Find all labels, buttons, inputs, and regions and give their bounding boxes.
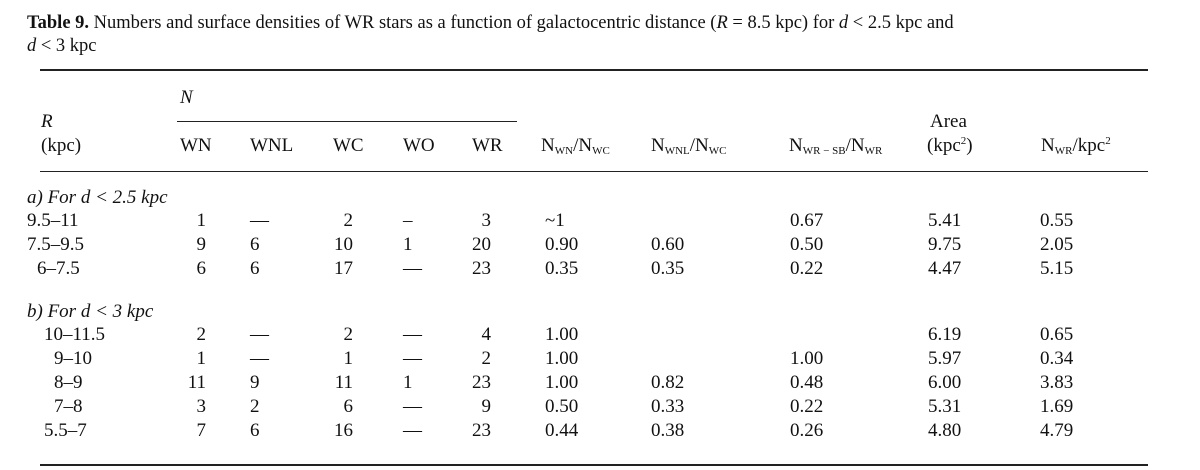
table-row-R: 7.5–9.5 [27,234,84,255]
table-label: Table 9. [27,13,90,33]
section-label: a) For d < 2.5 kpc [27,187,168,208]
table-cell-WN: 9 [196,234,206,255]
table-cell-r2: 0.60 [651,234,685,255]
table-cell-dens: 3.83 [1040,372,1074,393]
table-cell-r3: 0.22 [790,258,824,279]
table-cell-area: 4.80 [928,420,962,441]
table-cell-r3: 0.48 [790,372,824,393]
caption-text-b: = 8.5 kpc) for [727,13,839,33]
table-cell-r2: 0.33 [651,396,685,417]
header-area-unit: (kpc$^2$) [927,135,973,156]
header-col-WN: WN [180,135,212,156]
table-cell-WN: 6 [196,258,206,279]
table-row-R: 9.5–11 [27,210,79,231]
header-ratio-wrsb-wr: NWR − SB/NWR [789,135,883,157]
section-label: b) For d < 3 kpc [27,301,154,322]
header-N: N [180,87,193,108]
table-cell-WO: — [403,396,422,417]
table-cell-area: 5.97 [928,348,962,369]
table-cell-WNL: 6 [250,258,260,279]
caption-d-symbol-1: d [838,13,849,33]
table-cell-WNL: 6 [250,420,260,441]
table-cell-WN: 2 [196,324,206,345]
table-cell-WNL: — [250,348,269,369]
table-cell-r2: 0.82 [651,372,685,393]
table-cell-area: 5.41 [928,210,962,231]
table-cell-WO: — [403,348,422,369]
caption-d-symbol-2: d [27,36,37,56]
table-cell-r3: 1.00 [790,348,824,369]
table-cell-r1: ~1 [545,210,565,231]
header-rule [40,171,1148,172]
caption-R-symbol: R [716,13,728,33]
header-R-unit: (kpc) [41,135,82,156]
table-row-R: 9–10 [54,348,92,369]
table-cell-dens: 1.69 [1040,396,1074,417]
table-cell-r1: 1.00 [545,348,579,369]
table-cell-dens: 2.05 [1040,234,1074,255]
table-cell-WR: 4 [481,324,491,345]
table-row-R: 8–9 [54,372,83,393]
header-col-WR: WR [472,135,503,156]
table-caption [27,12,1177,58]
table-cell-WC: 2 [343,210,353,231]
table-cell-dens: 0.65 [1040,324,1074,345]
table-cell-WR: 3 [481,210,491,231]
table-cell-area: 4.47 [928,258,962,279]
table-cell-WNL: — [250,324,269,345]
header-area-label: Area [930,111,967,132]
table-row-R: 5.5–7 [44,420,87,441]
table-cell-area: 5.31 [928,396,962,417]
table-cell-r2: 0.38 [651,420,685,441]
table-cell-WO: 1 [403,234,413,255]
table-cell-WR: 23 [472,258,491,279]
header-ratio-wnl-wc: NWNL/NWC [651,135,727,157]
table-cell-WR: 9 [481,396,491,417]
table-cell-dens: 4.79 [1040,420,1074,441]
header-density: NWR/kpc$^2$ [1041,135,1111,157]
header-ratio-wn-wc: NWN/NWC [541,135,610,157]
table-row-R: 6–7.5 [37,258,80,279]
table-cell-WN: 7 [196,420,206,441]
caption-text-c: < 2.5 kpc and [848,13,954,33]
table-cell-WO: 1 [403,372,413,393]
table-cell-WC: 2 [343,324,353,345]
caption-text-d: < 3 kpc [36,36,97,56]
table-cell-WNL: — [250,210,269,231]
table-row-R: 10–11.5 [44,324,106,345]
table-row-R: 7–8 [54,396,83,417]
table-cell-WN: 1 [196,348,206,369]
table-cell-WR: 2 [481,348,491,369]
table-cell-WC: 10 [334,234,353,255]
table-cell-area: 9.75 [928,234,962,255]
table-cell-WC: 6 [343,396,353,417]
table-cell-WNL: 2 [250,396,260,417]
table-cell-WNL: 6 [250,234,260,255]
table-cell-WO: — [403,324,422,345]
header-R: R [41,111,53,132]
table-cell-WO: – [403,210,413,231]
table-cell-dens: 0.34 [1040,348,1074,369]
table-cell-WR: 23 [472,372,491,393]
caption-text-a: Numbers and surface densities of WR stars as a function of galactocentric distance ( [89,13,717,33]
top-rule [40,69,1148,71]
table-cell-r3: 0.26 [790,420,824,441]
table-cell-r1: 0.44 [545,420,579,441]
header-col-WO: WO [403,135,435,156]
table-cell-WO: — [403,420,422,441]
table-cell-WR: 23 [472,420,491,441]
table-cell-WN: 1 [196,210,206,231]
table-cell-r1: 1.00 [545,372,579,393]
table-cell-dens: 0.55 [1040,210,1074,231]
table-cell-area: 6.00 [928,372,962,393]
table-cell-r1: 0.35 [545,258,579,279]
table-cell-r2: 0.35 [651,258,685,279]
table-cell-WN: 11 [187,372,206,393]
header-col-WC: WC [333,135,364,156]
table-cell-area: 6.19 [928,324,962,345]
table-cell-WO: — [403,258,422,279]
table-cell-WC: 17 [334,258,353,279]
table-cell-r3: 0.50 [790,234,824,255]
table-cell-WC: 11 [334,372,353,393]
table-cell-dens: 5.15 [1040,258,1074,279]
table-cell-WC: 16 [334,420,353,441]
table-cell-r1: 0.50 [545,396,579,417]
group-rule-N [177,121,517,122]
table-cell-r1: 1.00 [545,324,579,345]
table-cell-WNL: 9 [250,372,260,393]
table-cell-WC: 1 [343,348,353,369]
table-cell-r3: 0.22 [790,396,824,417]
table-cell-WR: 20 [472,234,491,255]
table-cell-r1: 0.90 [545,234,579,255]
table-cell-WN: 3 [196,396,206,417]
header-col-WNL: WNL [250,135,294,156]
bottom-rule [40,464,1148,466]
table-cell-r3: 0.67 [790,210,824,231]
